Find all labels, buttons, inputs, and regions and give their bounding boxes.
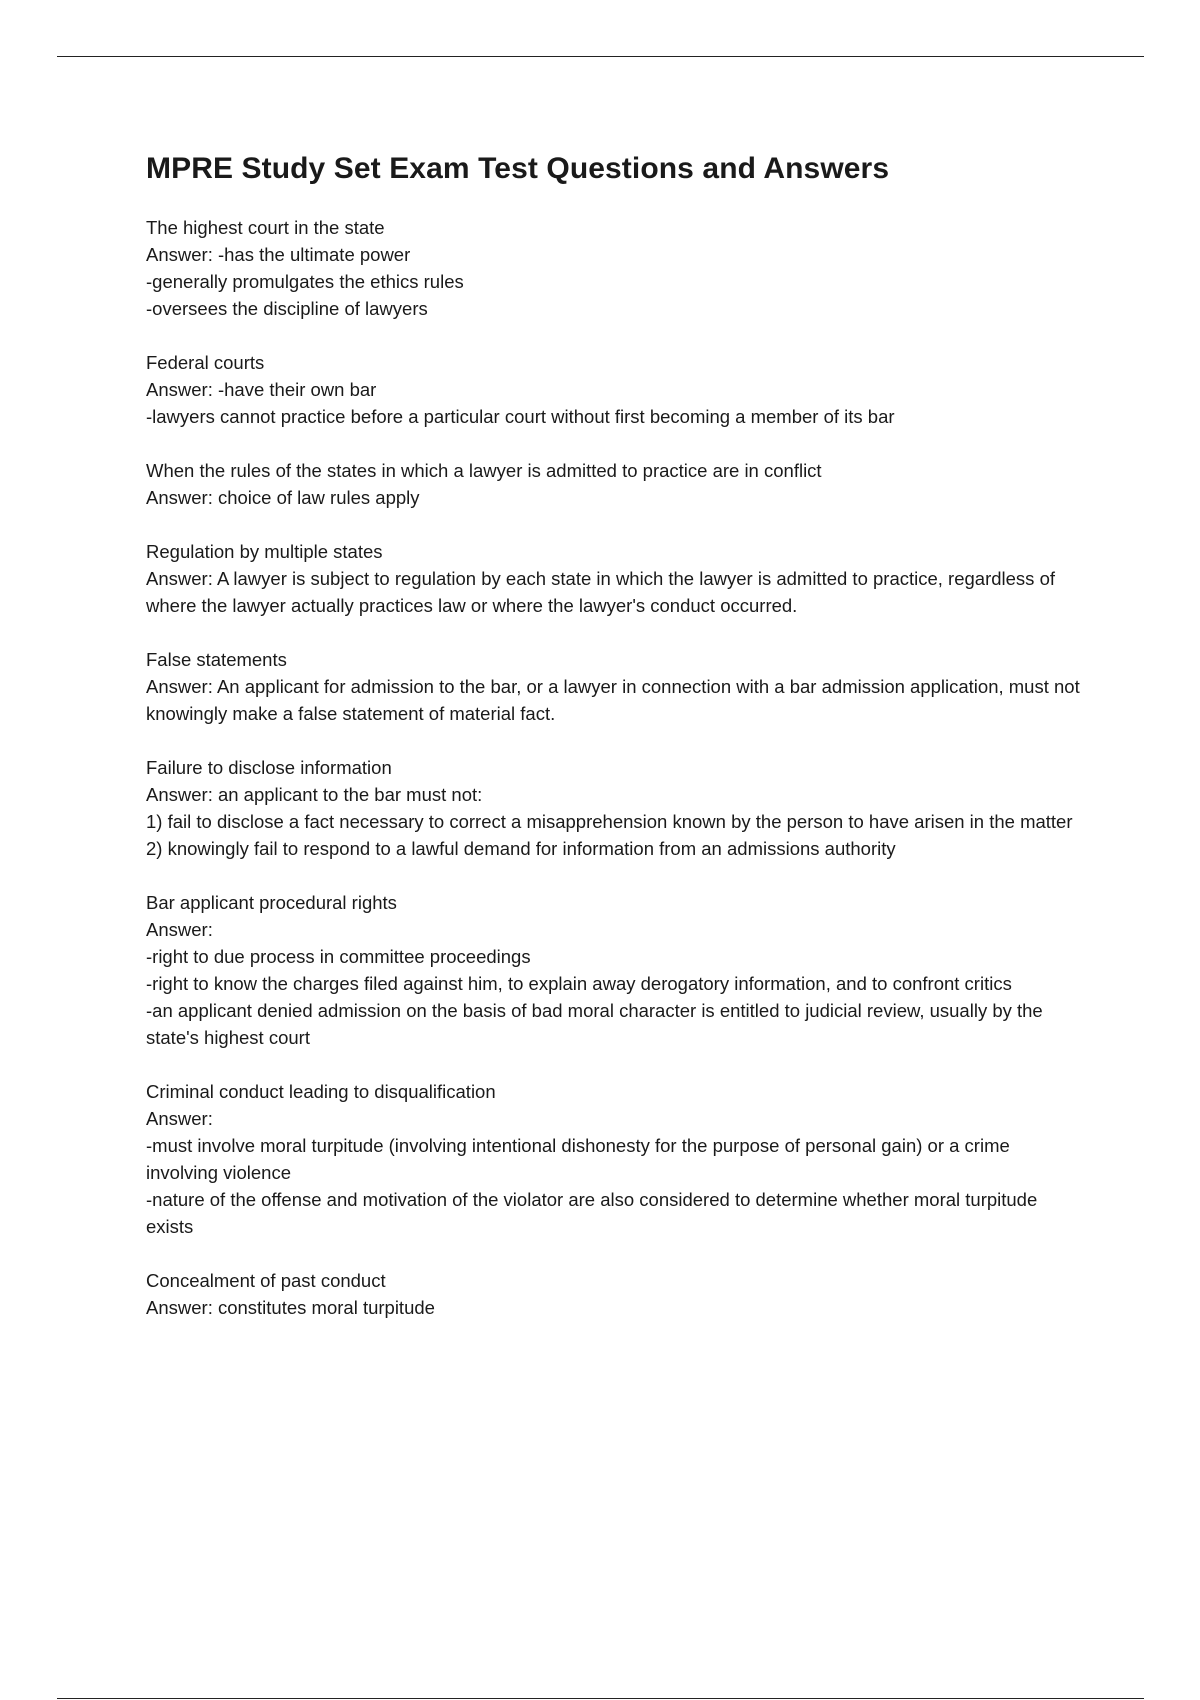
answer-line: -nature of the offense and motivation of the violator are also considered to determine whether moral turpitude exists (146, 1189, 1038, 1237)
question-text: Federal courts (146, 352, 265, 373)
answer-line: Answer: -have their own bar (146, 379, 377, 400)
answer-line: -lawyers cannot practice before a particular court without first becoming a member of its bar (146, 406, 895, 427)
qa-entry (146, 646, 1086, 727)
question-text: When the rules of the states in which a lawyer is admitted to practice are in conflict (146, 460, 822, 481)
answer-line: Answer: constitutes moral turpitude (146, 1297, 435, 1318)
answer-line: -generally promulgates the ethics rules (146, 271, 464, 292)
answer-line: Answer: (146, 1108, 213, 1129)
answer-line: 2) knowingly fail to respond to a lawful demand for information from an admissions authority (146, 838, 896, 859)
qa-entry (146, 1267, 1086, 1321)
answer-line: -an applicant denied admission on the basis of bad moral character is entitled to judicial review, usually by the state's highest court (146, 1000, 1043, 1048)
question-text: Criminal conduct leading to disqualification (146, 1081, 496, 1102)
question-text: Failure to disclose information (146, 757, 392, 778)
answer-line: Answer: choice of law rules apply (146, 487, 420, 508)
question-text: Bar applicant procedural rights (146, 892, 397, 913)
answer-line: -oversees the discipline of lawyers (146, 298, 428, 319)
question-text: Concealment of past conduct (146, 1270, 386, 1291)
answer-line: Answer: an applicant to the bar must not: (146, 784, 483, 805)
document-body (146, 148, 1086, 1348)
question-text: False statements (146, 649, 287, 670)
footer-rule (57, 1698, 1144, 1699)
qa-entry (146, 214, 1086, 322)
answer-line: Answer: -has the ultimate power (146, 244, 411, 265)
qa-entry (146, 349, 1086, 430)
answer-line: -right to due process in committee proceedings (146, 946, 531, 967)
answer-line: -must involve moral turpitude (involving intentional dishonesty for the purpose of personal gain) or a crime involving violence (146, 1135, 1010, 1183)
qa-entry (146, 1078, 1086, 1240)
question-text: The highest court in the state (146, 217, 385, 238)
answer-line: Answer: A lawyer is subject to regulation by each state in which the lawyer is admitted to practice, regardless of where the lawyer actually practices law or where the lawyer's conduct occurred. (146, 568, 1056, 616)
document-title: MPRE Study Set Exam Test Questions and Answers (146, 152, 890, 185)
qa-entry (146, 889, 1086, 1051)
answer-line: Answer: An applicant for admission to the bar, or a lawyer in connection with a bar admission application, must not knowingly make a false statement of material fact. (146, 676, 1080, 724)
question-text: Regulation by multiple states (146, 541, 383, 562)
qa-entry (146, 457, 1086, 511)
qa-entry (146, 538, 1086, 619)
answer-line: -right to know the charges filed against him, to explain away derogatory information, and to confront critics (146, 973, 1012, 994)
header-rule (57, 56, 1144, 57)
answer-line: 1) fail to disclose a fact necessary to correct a misapprehension known by the person to have arisen in the matter (146, 811, 1073, 832)
qa-entry (146, 754, 1086, 862)
answer-line: Answer: (146, 919, 213, 940)
